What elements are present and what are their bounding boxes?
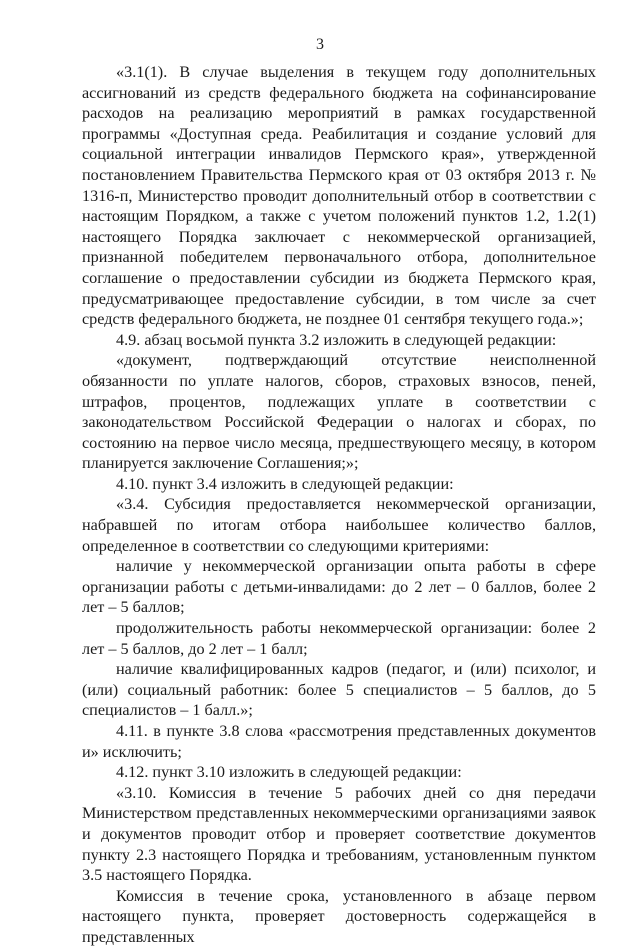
paragraph-3-4-quote: «3.4. Субсидия предоставляется некоммерческой организации, набравшей по итогам отбора наибольшее количество баллов, определенное в соответствии со следующими критериями:	[82, 495, 596, 555]
page-number: 3	[316, 36, 324, 53]
paragraph-3-10-quote: «3.10. Комиссия в течение 5 рабочих дней со дня передачи Министерством представленных некоммерческими организациями заявок и документов проводит отбор и проверяет соответствие документов пункту 2.3 настоящего Порядка и требованиям, установленным пунктом 3.5 настоящего Порядка.	[82, 783, 596, 885]
paragraph-3-1-1: «3.1(1). В случае выделения в текущем году дополнительных ассигнований из средств федерального бюджета на софинансирование расходов на реализацию мероприятий в рамках государственной программы «Доступная среда. Реабилитация и создание условий для социальной интеграции инвалидов Пермского края», утвержденной постановлением Правительства Пермского края от 03 октября 2013 г. № 1316-п, Министерство проводит дополнительный отбор в соответствии с настоящим Порядком, а также с учетом положений пунктов 1.2, 1.2(1) настоящего Порядка заключает с некоммерческой организацией, признанной победителем первоначального отбора, дополнительное соглашение о предоставлении субсидии из бюджета Пермского края, предусматривающее предоставление субсидии, в том числе за счет средств федерального бюджета, не позднее 01 сентября текущего года.»;	[82, 63, 596, 329]
criterion-staff: наличие квалифицированных кадров (педагог, и (или) психолог, и (или) социальный работник: более 5 специалистов – 5 баллов, до 5 специалистов – 1 балл.»;	[82, 660, 596, 720]
paragraph-3-2-quote: «документ, подтверждающий отсутствие неисполненной обязанности по уплате налогов, сборов, страховых взносов, пеней, штрафов, процентов, подлежащих уплате в соответствии с законодательством Российской Федерации о налогах и сборах, по состоянию на первое число месяца, предшествующего месяцу, в котором планируется заключение Соглашения;»;	[82, 351, 596, 473]
criterion-duration: продолжительность работы некоммерческой организации: более 2 лет – 5 баллов, до 2 лет – 1 балл;	[82, 619, 596, 658]
paragraph-4-12: 4.12. пункт 3.10 изложить в следующей редакции:	[116, 763, 462, 782]
paragraph-4-11: 4.11. в пункте 3.8 слова «рассмотрения представленных документов и» исключить;	[82, 722, 596, 761]
paragraph-4-9: 4.9. абзац восьмой пункта 3.2 изложить в следующей редакции:	[116, 330, 557, 349]
paragraph-4-10: 4.10. пункт 3.4 изложить в следующей редакции:	[116, 474, 454, 493]
criterion-experience: наличие у некоммерческой организации опыта работы в сфере организации работы с детьми-инвалидами: до 2 лет – 0 баллов, более 2 лет – 5 баллов;	[82, 557, 596, 617]
document-body	[82, 62, 596, 948]
paragraph-commission: Комиссия в течение срока, установленного в абзаце первом настоящего пункта, проверяет достоверность содержащейся в представленных	[82, 886, 596, 946]
